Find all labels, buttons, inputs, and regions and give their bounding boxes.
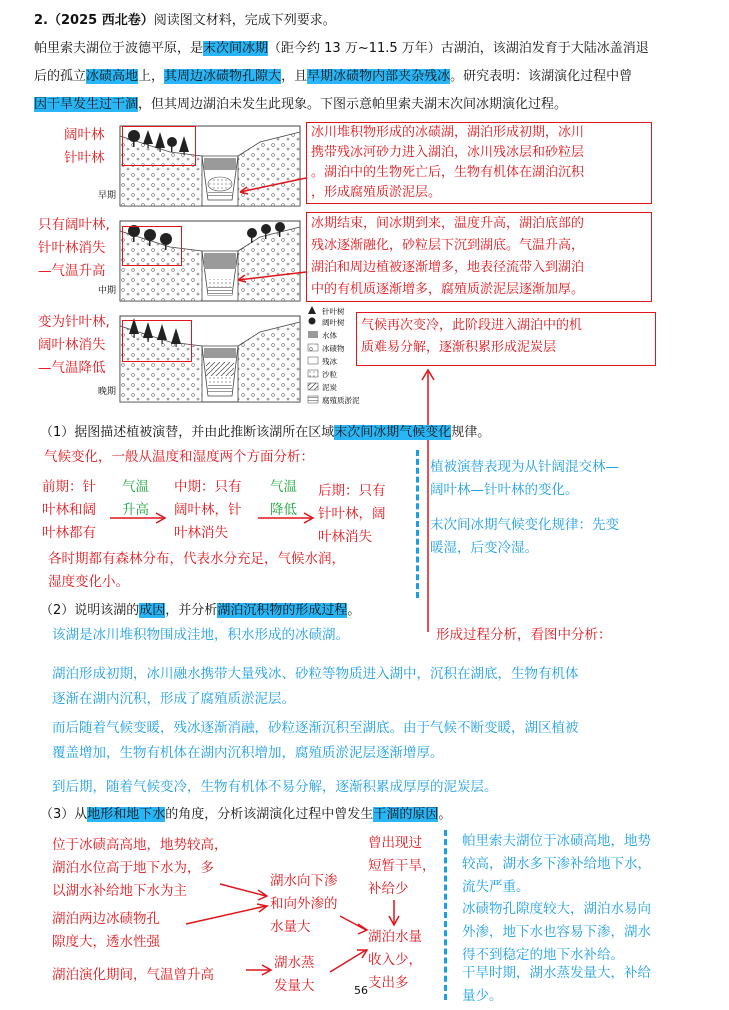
answer-line: 得不到稳定的地下水补给。 [462, 947, 624, 963]
q1-answer-2 [430, 514, 619, 560]
legend-peat: 泥炭 [322, 383, 337, 392]
note-line: 以湖水补给地下水为主 [52, 883, 187, 899]
q1-label [40, 420, 720, 446]
early-trees-box [122, 126, 196, 166]
note-line: 曾出现过 [368, 835, 422, 851]
note-line: —气温降低 [38, 360, 106, 376]
note-line: 前期：针 [42, 479, 96, 495]
q3-text: 的角度，分析该湖演化过程中曾发生 [165, 807, 374, 822]
q2-answer-cause: 该湖是冰川堆积物围成洼地，积水形成的冰碛湖。 [52, 627, 349, 643]
note-line: —气温升高 [38, 263, 106, 279]
highlight: 其周边冰碛物孔隙大 [164, 69, 282, 84]
q3-text: （3）从 [40, 807, 88, 822]
answer-line: 外渗，地下水也容易下渗，湖水 [462, 924, 651, 940]
note-line: 阔叶林消失 [38, 337, 106, 353]
note-line: 湖泊水位高于地下水为，多 [52, 860, 214, 876]
q2-paragraph-3: 到后期，随着气候变冷，生物有机体不易分解，逐渐积累成厚厚的泥炭层。 [52, 779, 498, 795]
material-text: 后的孤立 [34, 69, 87, 84]
material-line-3 [34, 92, 724, 118]
note-line: 湖水向下渗 [270, 873, 338, 889]
material-text: 上， [138, 69, 165, 84]
note-line: 短暂干旱， [368, 858, 436, 874]
q2-label [40, 598, 720, 624]
mid-stage-explanation [306, 212, 652, 302]
note-line: 质难易分解，逐渐积累形成泥炭层 [361, 340, 557, 355]
figure-legend [308, 306, 360, 405]
note-line: 针叶林消失 [38, 240, 106, 256]
note-line: 冰期结束，间冰期到来，温度升高，湖泊底部的 [311, 216, 585, 231]
legend-residual-ice: 残冰 [322, 357, 337, 366]
answer-line: 逐渐在湖内沉积，形成了腐殖质淤泥层。 [52, 691, 295, 707]
note-line: 叶林消失 [318, 529, 372, 545]
note-line: 针叶林 [64, 150, 105, 166]
answer-line: 冰碛物孔隙度较大，湖泊水易向 [462, 901, 651, 917]
legend-water: 水体 [322, 331, 337, 340]
note-line: 气温 [122, 479, 149, 495]
note-line: 。湖泊中的生物死亡后，生物有机体在湖泊沉积 [311, 165, 585, 180]
answer-line: 暖湿，后变冷湿。 [430, 540, 538, 556]
legend-conifer: 针叶树 [322, 307, 345, 316]
material-text: ，但其周边湖泊未发生此现象。下图示意帕里索夫湖末次间冰期演化过程。 [138, 97, 568, 112]
q1-mid-note [174, 476, 242, 545]
note-line: 升高 [122, 502, 149, 518]
late-vegetation-note [38, 311, 110, 380]
q1-arrow1 [108, 510, 168, 526]
note-line: 叶林都有 [42, 525, 96, 541]
note-line: 湖泊水量 [368, 929, 422, 945]
q2-text: （2）说明该湖的 [40, 603, 140, 618]
answer-line: 阔叶林—针叶林的变化。 [430, 482, 579, 498]
note-line: 湖泊两边冰碛物孔 [52, 911, 160, 927]
highlight: 湖泊沉积物的形成过程 [217, 603, 348, 618]
note-line: 湿度变化小。 [48, 574, 129, 590]
q2-red-note: 形成过程分析，看图中分析： [436, 627, 612, 643]
q1-divider [416, 450, 419, 598]
highlight: 早期冰碛物内部夹杂残冰 [307, 69, 451, 84]
q3-answer-3 [462, 962, 651, 1008]
note-line: 和向外渗的 [270, 896, 338, 912]
q1-arrow2 [256, 510, 316, 526]
answer-line: 量少。 [462, 988, 503, 1004]
q2-paragraph-1 [52, 662, 579, 712]
note-line: 叶林消失 [174, 525, 228, 541]
material-text: 帕里索夫湖位于波德平原，是 [34, 41, 204, 56]
note-line: 各时期都有森林分布，代表水分充足，气候水润， [48, 551, 345, 567]
legend-broadleaf: 阔叶树 [322, 318, 345, 327]
q1-red-bottom [48, 548, 345, 594]
note-line: 后期：只有 [318, 483, 386, 499]
note-line: ，形成腐殖质淤泥层。 [311, 185, 442, 200]
note-line: 位于冰碛高高地，地势较高， [52, 837, 228, 853]
q1-text: （1）据图描述植被演替，并由此推断该湖所在区域 [40, 425, 335, 440]
material-text: ，且 [281, 69, 308, 84]
q3-answer-1 [462, 830, 651, 899]
note-line: 残冰逐渐融化，砂粒层下沉到湖底。气温升高， [311, 238, 585, 253]
highlight: 末次间冰期气候变化 [334, 425, 452, 440]
note-line: 变为针叶林, [38, 314, 110, 330]
question-number: 2. [34, 13, 48, 28]
early-stage-explanation [306, 122, 652, 204]
answer-line: 而后随着气候变暖，残冰逐渐消融，砂粒逐渐沉积至湖底。由于气候不断变暖，湖区植被 [52, 720, 579, 736]
answer-line: 干旱时期，湖水蒸发量大，补给 [462, 965, 651, 981]
question-header [34, 8, 714, 34]
answer-line: 覆盖增加，生物有机体在湖内沉积增加，腐殖质淤泥层逐渐增厚。 [52, 745, 444, 761]
late-stage-explanation [356, 312, 656, 366]
q1-text: 规律。 [451, 425, 491, 440]
q1-answer-1 [430, 456, 619, 502]
note-line: 冰川堆积物形成的冰碛湖，湖泊形成初期，冰川 [311, 125, 585, 140]
note-line: 水量大 [270, 919, 311, 935]
note-line: 阔叶林，针 [174, 502, 242, 518]
material-line-2 [34, 64, 724, 90]
stage-late-label: 晚期 [98, 387, 117, 397]
mid-trees-box [122, 226, 182, 266]
note-line: 气温 [270, 479, 297, 495]
question-source: （2025 西北卷） [47, 13, 154, 28]
note-line: 针叶林，阔 [318, 506, 386, 522]
answer-line: 末次间冰期气候变化规律：先变 [430, 517, 619, 533]
late-trees-box [122, 320, 192, 362]
note-line: 携带残冰河砂力进入湖泊，冰川残冰层和砂粒层 [311, 145, 585, 160]
stage-mid-label: 中期 [98, 286, 117, 296]
q1-red-intro: 气候变化，一般从温度和湿度两个方面分析： [44, 449, 314, 465]
highlight: 地形和地下水 [87, 807, 166, 822]
note-line: 中期：只有 [174, 479, 242, 495]
early-vegetation-note [64, 124, 105, 170]
legend-sand: 沙粒 [322, 370, 337, 379]
q2-text: ，并分析 [165, 603, 218, 618]
note-line: 阔叶林 [64, 127, 105, 143]
legend-humus: 腐殖质淤泥 [322, 396, 360, 405]
highlight: 因干旱发生过干涸 [34, 97, 139, 112]
question-prompt: 阅读图文材料，完成下列要求。 [153, 13, 336, 28]
q3-reason-3: 湖泊演化期间，气温曾升高 [52, 967, 214, 983]
answer-line: 流失严重。 [462, 879, 530, 895]
q1-early-note [42, 476, 96, 545]
highlight: 冰碛高地 [86, 69, 139, 84]
note-line: 气候再次变冷，此阶段进入湖泊中的机 [361, 318, 583, 333]
answer-line: 较高，湖水多下渗补给地下水， [462, 856, 651, 872]
q3-answer-2 [462, 898, 651, 967]
answer-line: 帕里索夫湖位于冰碛高地，地势 [462, 833, 651, 849]
highlight: 成因 [139, 603, 166, 618]
highlight: 末次间冰期 [203, 41, 269, 56]
q3-text: 。 [438, 807, 452, 822]
note-line: 只有阔叶林, [38, 217, 110, 233]
q1-late-note [318, 480, 386, 549]
q2-paragraph-2 [52, 716, 579, 766]
legend-moraine: 冰碛物 [322, 344, 345, 353]
stage-early-label: 早期 [98, 191, 117, 201]
material-line-1 [34, 36, 724, 62]
note-line: 湖水蒸 [274, 955, 315, 971]
note-line: 发量大 [274, 978, 315, 994]
q2-text: 。 [347, 603, 361, 618]
note-line: 降低 [270, 502, 297, 518]
note-line: 隙度大，透水性强 [52, 934, 160, 950]
q3-divider [444, 830, 447, 1000]
note-line: 中的有机质逐渐增多，腐殖质淤泥层逐渐加厚。 [311, 282, 585, 297]
mid-vegetation-note [38, 214, 110, 283]
answer-line: 湖泊形成初期，冰川融水携带大量残冰、砂粒等物质进入湖中，沉积在湖底，生物有机体 [52, 666, 579, 682]
highlight: 干涸的原因 [373, 807, 439, 822]
material-text: （距今约 13 万~11.5 万年）古湖泊，该湖泊发育于大陆冰盖消退 [268, 41, 649, 56]
note-line: 收入少， [368, 952, 422, 968]
note-line: 补给少 [368, 881, 409, 897]
page-number: 56 [354, 984, 368, 997]
note-line: 支出多 [368, 975, 409, 991]
answer-line: 植被演替表现为从针阔混交林— [430, 459, 619, 475]
note-line: 叶林和阔 [42, 502, 96, 518]
note-line: 湖泊和周边植被逐渐增多，地表径流带入到湖泊 [311, 260, 585, 275]
material-text: 。研究表明：该湖演化过程中曾 [450, 69, 633, 84]
q3-flow-arrows [0, 820, 440, 1010]
